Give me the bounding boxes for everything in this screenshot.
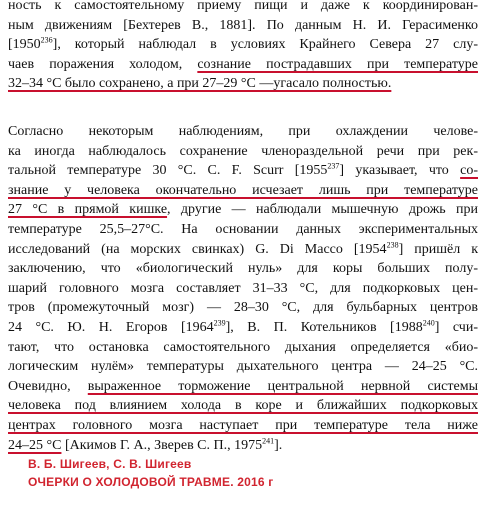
reference-number: 240 (422, 318, 435, 328)
text-line (8, 74, 478, 94)
text-run: Очевидно, (8, 378, 88, 394)
text-line (8, 16, 478, 36)
underlined-text: 27 °С в прямой кишке (8, 202, 168, 218)
underlined-text: со- (460, 163, 478, 179)
text-line (8, 0, 478, 16)
text-run: исследований (на морских свинках) G. Di Macco [1954 (8, 241, 387, 257)
text-run: тров (промежуточный мозг) — 28–30 °С, для бульбарных центров (8, 300, 478, 316)
text-run: ] пришёл к (398, 241, 478, 257)
underlined-text: выраженное торможение центральной нервной системы (87, 378, 478, 394)
text-run: ность к самостоятельному приему пищи и даже к координирован- (8, 0, 478, 13)
text-line (8, 396, 478, 416)
text-run: ным движениям [Бехтерев В., 1881]. По данным Н. И. Герасименко (8, 17, 478, 33)
text-run: [1950 (8, 37, 41, 53)
paragraph-2 (8, 122, 478, 455)
reference-number: 239 (213, 318, 226, 328)
paragraph-1 (8, 0, 478, 94)
reference-number: 237 (327, 161, 340, 171)
text-line (8, 338, 478, 358)
text-line (8, 436, 478, 456)
text-line (8, 298, 478, 318)
reference-number: 241 (262, 435, 275, 445)
text-run: , другие — наблюдали мышечную дрожь при (167, 202, 479, 218)
text-run: ка иногда наблюдалось сохранение членораздельной речи при рек- (8, 143, 478, 159)
credit-authors: В. Б. Шигеев, С. В. Шигеев (28, 457, 192, 471)
reference-number: 236 (40, 35, 53, 45)
text-line (8, 220, 478, 240)
text-run: заключению, что «биологический нуль» для коры больших полу- (8, 261, 478, 277)
text-line (8, 161, 478, 181)
text-run: тают, что остановка самостоятельного дыхания определяется «био- (8, 339, 478, 355)
text-line (8, 240, 478, 260)
text-run: [Акимов Г. А., Зверев С. П., 1975 (61, 437, 263, 453)
text-run: ], В. П. Котельников [1988 (225, 319, 423, 335)
text-line (8, 142, 478, 162)
underlined-text: 32–34 °С было сохранено, а при 27–29 °С —угасало полностью. (8, 76, 392, 92)
underlined-text: знание у человека окончательно исчезает лишь при температуре (8, 182, 478, 198)
text-run: ], который наблюдал в условиях Крайнего Севера 27 слу- (52, 37, 478, 53)
credit-book-title: ОЧЕРКИ О ХОЛОДОВОЙ ТРАВМЕ. 2016 г (28, 475, 274, 489)
text-run: ] указывает, что (339, 163, 461, 179)
underlined-text: 24–25 °С (8, 437, 62, 453)
text-run: ]. (274, 437, 283, 453)
text-run: Согласно некоторым наблюдениям, при охлаждении челове- (8, 124, 478, 139)
text-run: 24 °С. Ю. Н. Егоров [1964 (8, 319, 214, 335)
text-line (8, 181, 478, 201)
text-line (8, 122, 478, 142)
text-line (8, 416, 478, 436)
text-line (8, 200, 478, 220)
text-line (8, 35, 478, 55)
underlined-text: сознание пострадавших при температуре (197, 56, 478, 72)
text-line (8, 377, 478, 397)
text-line (8, 357, 478, 377)
text-run: шарий головного мозга составляет 31–33 °С, для подкорковых цен- (8, 280, 478, 296)
text-run: ] счи- (434, 319, 479, 335)
text-line (8, 259, 478, 279)
text-line (8, 279, 478, 299)
text-run: температуре 25,5–27°С. На основании данных экспериментальных (8, 221, 478, 237)
text-line (8, 318, 478, 338)
underlined-text: центрах головного мозга наступает при температуре тела ниже (8, 417, 478, 433)
text-run: логическим нулём» температуры дыхательного центра — 24–25 °С. (8, 359, 478, 375)
underlined-text: человека под влиянием холода в коре и ближайших подкорковых (8, 398, 478, 414)
reference-number: 238 (386, 239, 399, 249)
text-run: тальной температуре 30 °С. С. F. Scurr [1955 (8, 163, 328, 179)
text-line (8, 55, 478, 75)
text-run: чаев поражения холодом, (8, 56, 198, 72)
